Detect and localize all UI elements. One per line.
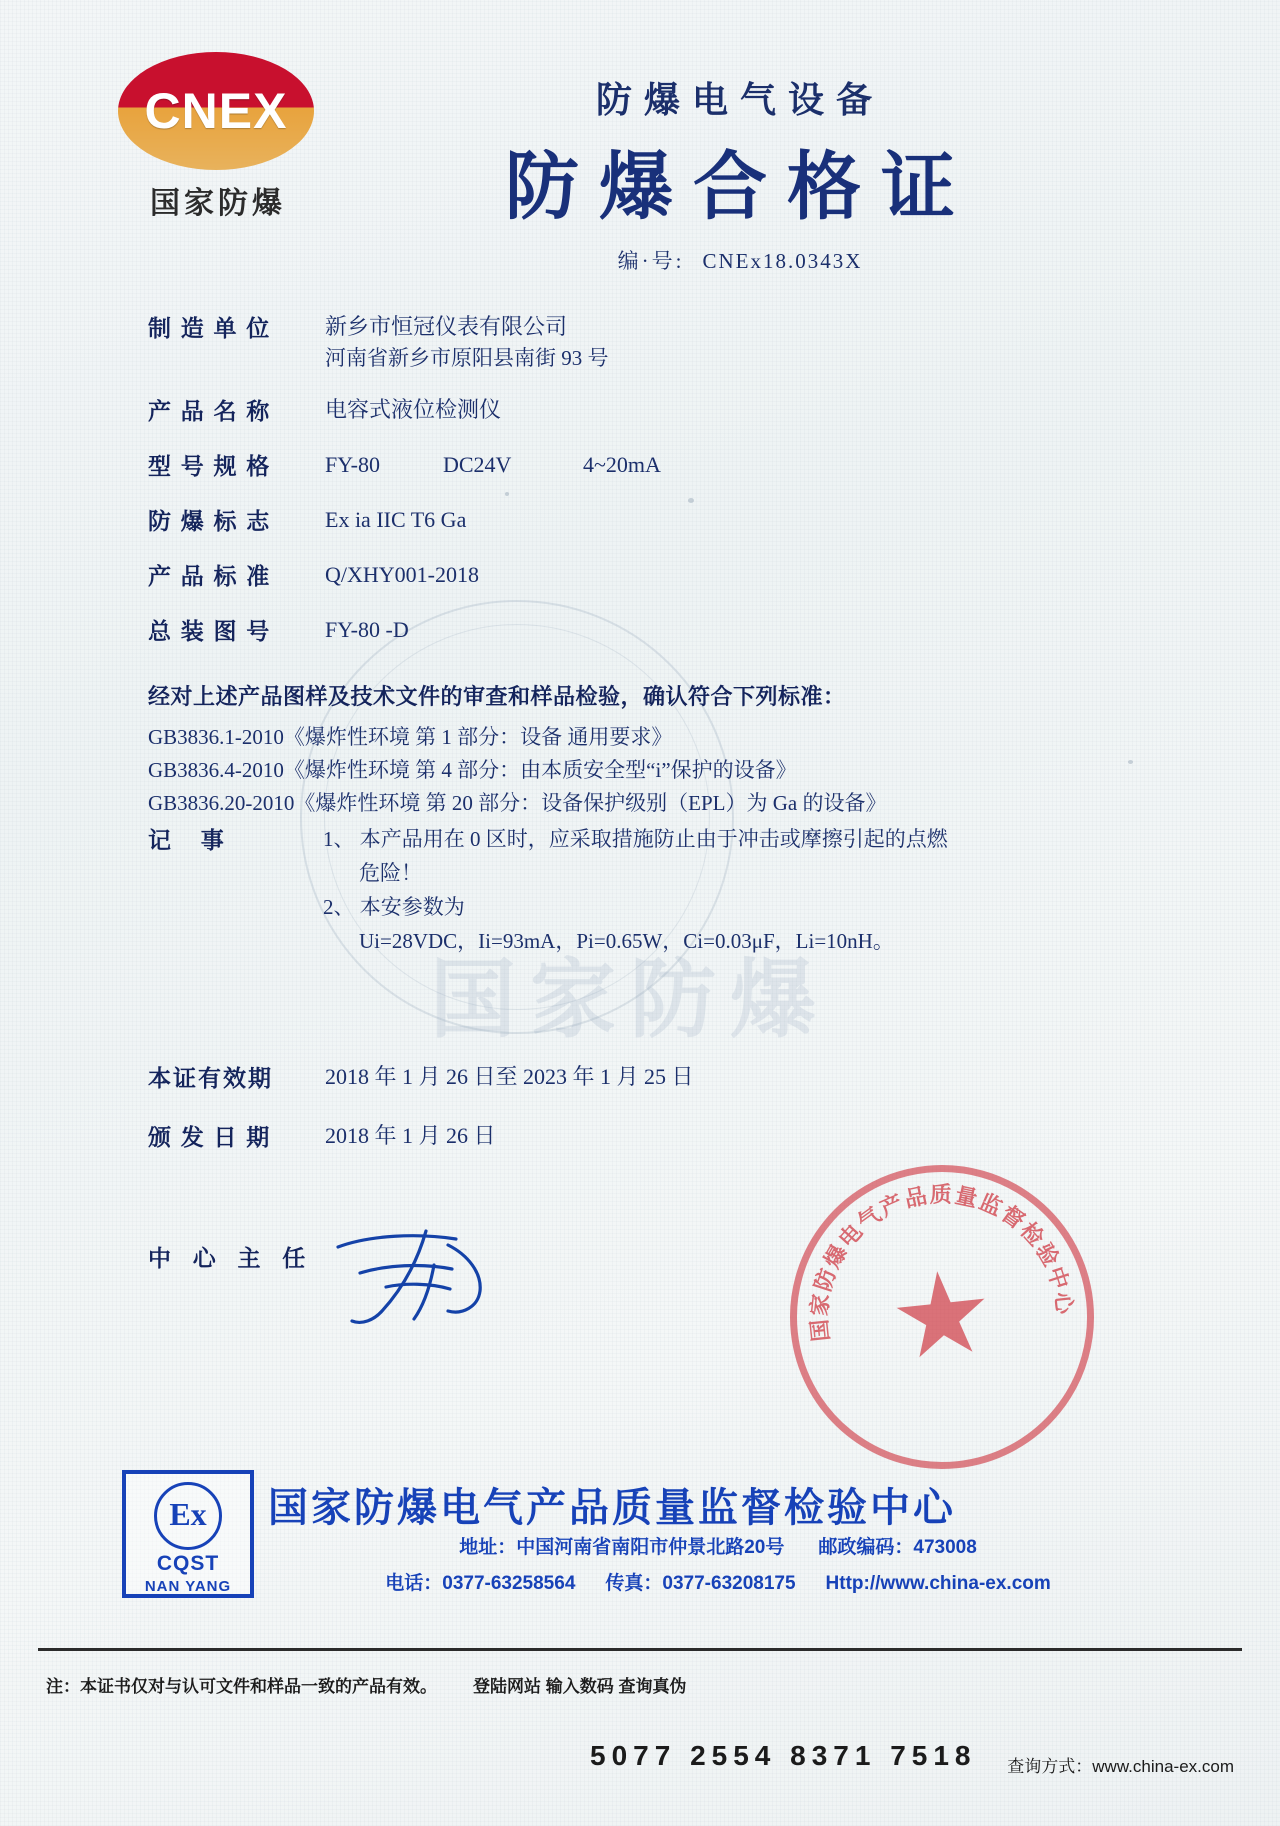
standards-block — [148, 680, 1148, 821]
verification-note-text: 注：本证书仅对与认可文件和样品一致的产品有效。 — [46, 1677, 437, 1696]
field-ex-marking — [0, 503, 1280, 536]
cqst-badge — [122, 1470, 254, 1598]
dates-block — [0, 1060, 1280, 1178]
issuer-name: 国家防爆电气产品质量监督检验中心 — [268, 1486, 956, 1530]
field-product-standard — [0, 558, 1280, 591]
signature-mark — [330, 1225, 520, 1335]
issuer-contact-line — [268, 1568, 1168, 1595]
footer-divider — [38, 1648, 1242, 1651]
issue-date-value: 2018 年 1 月 26 日 — [325, 1123, 496, 1148]
field-product-name — [0, 393, 1280, 426]
postcode-label: 邮政编码： — [818, 1537, 914, 1558]
manufacturer-name: 新乡市恒冠仪表有限公司 — [325, 314, 568, 339]
note-item-2-params: Ui=28VDC，Ii=93mA，Pi=0.65W，Ci=0.03μF，Li=10nH。 — [359, 929, 894, 954]
manufacturer-address: 河南省新乡市原阳县南街 93 号 — [325, 346, 609, 370]
notes-label: 记 事 — [148, 828, 236, 853]
field-model-spec — [0, 448, 1280, 481]
field-list — [0, 310, 1280, 664]
query-label: 查询方式： — [1007, 1757, 1093, 1776]
field-value — [323, 310, 1280, 375]
field-assembly-drawing — [0, 613, 1280, 646]
address-value: 中国河南省南阳市仲景北路20号 — [516, 1537, 785, 1558]
certificate-number — [330, 245, 1150, 275]
cnex-logo-text: CNEX — [144, 83, 288, 139]
watermark-text: 国家防爆 — [430, 952, 830, 1048]
field-label: 制 造 单 位 — [148, 316, 272, 341]
issue-date-row — [0, 1119, 1280, 1152]
note-item-1: 1、 本产品用在 0 区时，应采取措施防止由于冲击或摩擦引起的点燃 — [323, 827, 948, 851]
query-url[interactable]: www.china-ex.com — [1092, 1757, 1234, 1776]
field-manufacturer — [0, 310, 1280, 375]
validity-label: 本证有效期 — [148, 1066, 273, 1091]
document-title: 防爆合格证 — [505, 145, 975, 228]
postcode-value: 473008 — [913, 1537, 977, 1558]
certificate-number-value: CNEx18.0343X — [702, 249, 863, 273]
standard-item: GB3836.20-2010《爆炸性环境 第 20 部分：设备保护级别（EPL）为 Ga 的设备》 — [148, 791, 887, 816]
tel-label: 电话： — [385, 1573, 443, 1594]
validity-value: 2018 年 1 月 26 日至 2023 年 1 月 25 日 — [325, 1064, 694, 1089]
certificate-number-label: 编·号: — [617, 249, 685, 273]
field-value: Ex ia IIC T6 Ga — [325, 506, 467, 532]
field-label: 产 品 名 称 — [148, 398, 272, 424]
model-voltage: DC24V — [443, 451, 512, 477]
model-code: FY-80 — [325, 451, 381, 477]
note-item-2: 2、 本安参数为 — [323, 895, 465, 920]
fax-label: 传真： — [605, 1573, 663, 1594]
field-value: FY-80 -D — [325, 616, 409, 642]
standards-intro: 经对上述产品图样及技术文件的审查和样品检验，确认符合下列标准： — [148, 684, 846, 709]
standard-item: GB3836.1-2010《爆炸性环境 第 1 部分：设备 通用要求》 — [148, 725, 673, 749]
field-value — [323, 448, 1280, 481]
field-label: 型 号 规 格 — [148, 453, 272, 479]
cqst-label: CQST — [156, 1552, 220, 1575]
validity-row — [0, 1060, 1280, 1093]
issue-date-label: 颁 发 日 期 — [148, 1125, 272, 1150]
issuer-website-link[interactable]: Http://www.china-ex.com — [825, 1573, 1051, 1594]
official-seal — [775, 1150, 1109, 1484]
issuer-address-line — [268, 1532, 1168, 1559]
nanyang-label: NAN YANG — [144, 1578, 232, 1595]
verification-note — [46, 1672, 686, 1697]
standard-item: GB3836.4-2010《爆炸性环境 第 4 部分：由本质安全型“i”保护的设备》 — [148, 758, 797, 783]
document-supertitle: 防爆电气设备 — [595, 79, 884, 120]
cnex-logo-subtitle: 国家防爆 — [150, 187, 286, 220]
notes-body — [323, 822, 1280, 958]
field-label: 总 装 图 号 — [148, 618, 272, 644]
cnex-logo — [118, 52, 318, 222]
field-label: 防 爆 标 志 — [148, 508, 272, 534]
tel-value: 0377-63258564 — [442, 1573, 576, 1594]
fax-value: 0377-63208175 — [662, 1573, 796, 1594]
field-label: 产 品 标 准 — [148, 563, 272, 589]
field-value: Q/XHY001-2018 — [325, 561, 479, 587]
address-label: 地址： — [459, 1537, 517, 1558]
verification-url-line — [1007, 1752, 1234, 1777]
note-item-1-cont: 危险！ — [359, 861, 422, 886]
verification-steps: 登陆网站 输入数码 查询真伪 — [473, 1677, 687, 1696]
model-current: 4~20mA — [583, 451, 661, 477]
seal-arc-text: 国家防爆电气产品质量监督检验中心 — [806, 1181, 1078, 1343]
notes-block — [0, 822, 1280, 958]
director-label: 中 心 主 任 — [148, 1246, 314, 1271]
ex-icon: Ex — [154, 1482, 222, 1550]
cnex-logo-mark — [118, 52, 314, 170]
field-value: 电容式液位检测仪 — [325, 396, 502, 422]
verification-code: 5077 2554 8371 7518 — [590, 1740, 977, 1771]
